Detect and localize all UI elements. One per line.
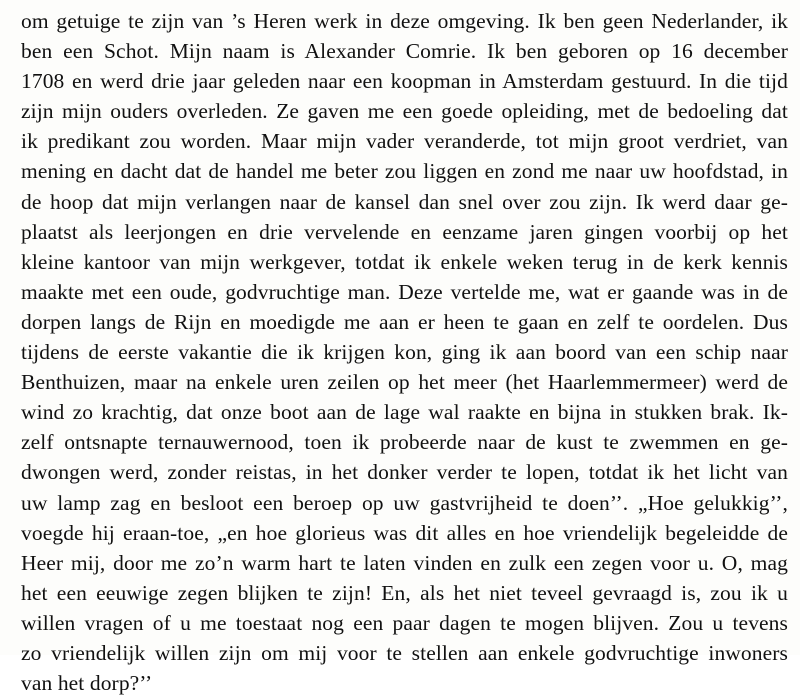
text-line-5: ik predikant zou worden. Maar mijn vader veranderde, tot mijn groot verdriet, van <box>21 129 788 154</box>
text-line-19: Heer mij, door me zo’n warm hart te laten vinden en zulk een zegen voor u. O, mag <box>21 550 788 575</box>
text-line-23: van het dorp?’’ <box>21 671 153 696</box>
text-line-13: Benthuizen, maar na enkele uren zeilen op het meer (het Haarlemmermeer) werd de <box>21 370 788 395</box>
text-line-15: zelf ontsnapte ternauwernood, toen ik probeerde naar de kust te zwemmen en ge- <box>21 430 788 455</box>
text-line-3: 1708 en werd drie jaar geleden naar een koopman in Amsterdam gestuurd. In die tijd <box>21 69 788 94</box>
text-line-20: het een eeuwige zegen blijken te zijn! En, als het niet teveel gevraagd is, zou ik u <box>21 580 788 605</box>
text-line-11: dorpen langs de Rijn en moedigde me aan er heen te gaan en zelf te oordelen. Dus <box>21 309 788 334</box>
text-line-4: zijn mijn ouders overleden. Ze gaven me een goede opleiding, met de bedoeling dat <box>21 99 788 124</box>
text-line-18: voegde hij eraan-toe, „en hoe glorieus was dit alles en hoe vriendelijk begeleidde de <box>21 520 788 545</box>
text-line-16: dwongen werd, zonder reistas, in het donker verder te lopen, totdat ik het licht van <box>21 460 788 485</box>
text-line-9: kleine kantoor van mijn werkgever, totdat ik enkele weken terug in de kerk kennis <box>21 249 788 274</box>
text-line-21: willen vragen of u me toestaat nog een paar dagen te mogen blijven. Zou u tevens <box>21 610 788 635</box>
text-line-17: uw lamp zag en besloot een beroep op uw gastvrijheid te doen’’. „Hoe gelukkig’’, <box>21 490 788 515</box>
text-line-22: zo vriendelijk willen zijn om mij voor te stellen aan enkele godvruchtige inwoners <box>21 640 788 665</box>
text-line-10: maakte met een oude, godvruchtige man. Deze vertelde me, wat er gaande was in de <box>21 279 788 304</box>
text-line-14: wind zo krachtig, dat onze boot aan de lage wal raakte en bijna in stukken brak. Ik- <box>21 400 788 425</box>
text-line-2: ben een Schot. Mijn naam is Alexander Comrie. Ik ben geboren op 16 december <box>21 39 788 64</box>
text-line-12: tijdens de eerste vakantie die ik krijgen kon, ging ik aan boord van een schip naar <box>21 340 788 365</box>
text-line-1: om getuige te zijn van ’s Heren werk in deze omgeving. Ik ben geen Nederlander, ik <box>21 9 788 33</box>
text-line-6: mening en dacht dat de handel me beter zou liggen en zond me naar uw hoofdstad, in <box>21 159 788 184</box>
text-line-7: de hoop dat mijn verlangen naar de kansel dan snel over zou zijn. Ik werd daar ge- <box>21 189 788 214</box>
body-text <box>21 6 788 698</box>
text-line-8: plaatst als leerjongen en drie vervelende en eenzame jaren gingen voorbij op het <box>21 219 788 244</box>
